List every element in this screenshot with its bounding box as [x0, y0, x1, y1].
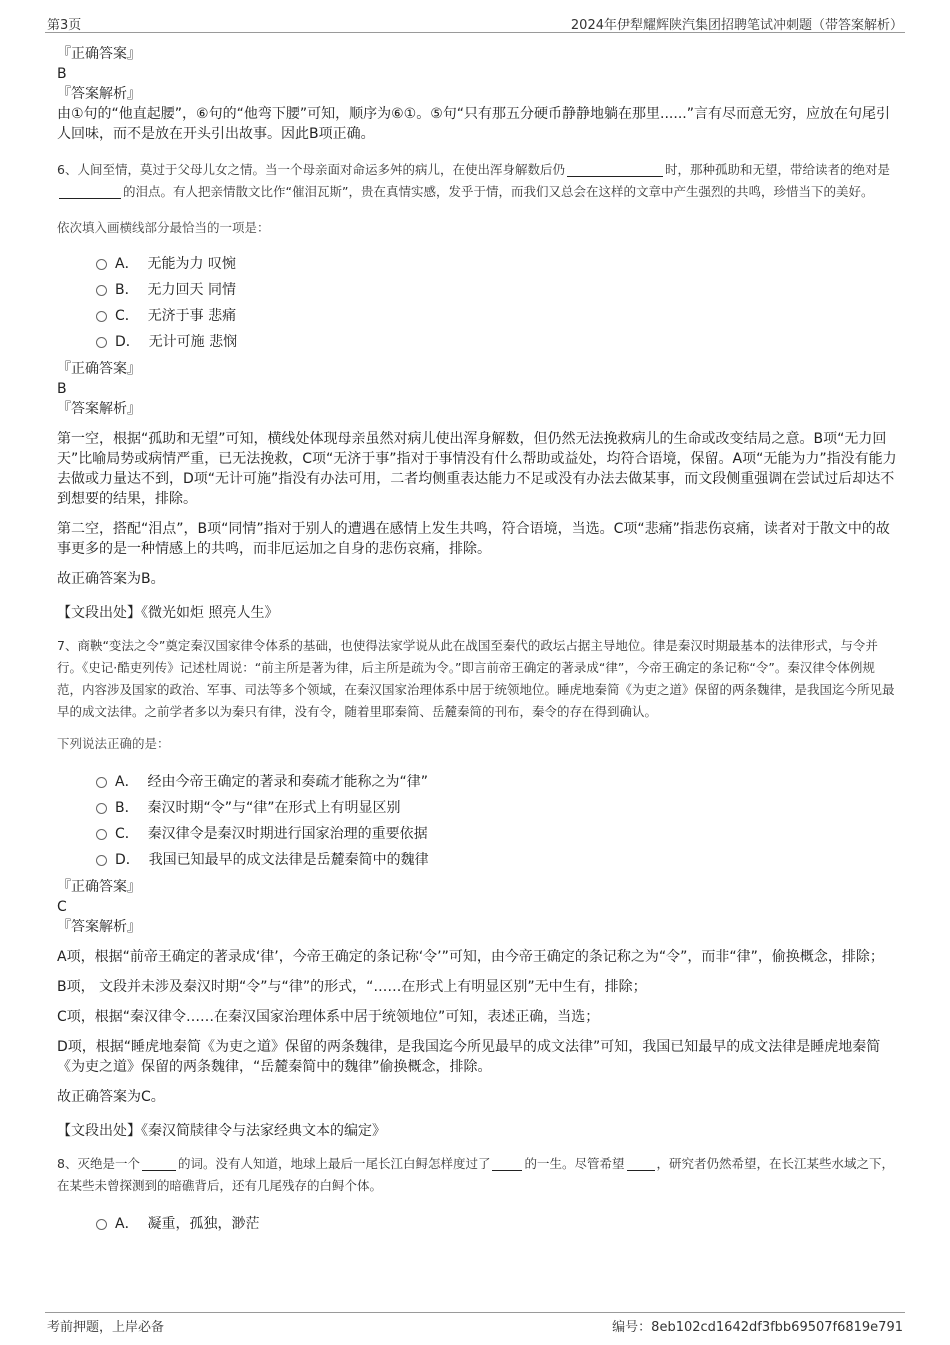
q6-answer-label: 『正确答案』: [57, 361, 141, 377]
radio-button[interactable]: [96, 311, 107, 322]
q7-source: 【文段出处】《秦汉简牍律令与法家经典文本的编定》: [57, 1123, 386, 1139]
q7-analysis-d: D项，根据“睡虎地秦简《为吏之道》保留的两条魏律，是我国迄今所见最早的成文法律”可知，我国已知最早的成文法律是睡虎地秦简《为吏之道》保留的两条魏律，“岳麓秦简中的魏律”偷换概念，排除。: [57, 1039, 881, 1075]
q6-prompt: 依次填入画横线部分最恰当的一项是：: [57, 220, 270, 235]
q8-options: [57, 1211, 897, 1237]
q7-analysis-a: A项，根据“前帝王确定的著录成‘律’，今帝王确定的条记称‘令’”可知，由今帝王确定的条记称之为“令”，而非“律”，偷换概念，排除；: [57, 949, 884, 965]
q8-option-a[interactable]: A． 凝重，孤独，渺茫: [57, 1211, 897, 1237]
footer-slogan: 考前押题，上岸必备: [47, 1320, 165, 1335]
q6-analysis-paragraph-1: 第一空，根据“孤助和无望”可知，横线处体现母亲虽然对病儿使出浑身解数，但仍然无法挽救病儿的生命或改变结局之意。B项“无力回天”比喻局势或病情严重，已无法挽救，C项“无济于事”指对于事情没有什么帮助或益处，均符合语境，保留。A项“无能为力”指没有能力去做或力量达不到，D项“无计可施”指没有办法可用，二者均侧重表达能力不足或没有办法去做某事，而文段侧重强调在尝试过后却达不到想要的结果，排除。: [57, 431, 897, 507]
radio-button[interactable]: [96, 829, 107, 840]
q8-blank-1: [142, 1156, 176, 1171]
q7-answer-label: 『正确答案』: [57, 879, 141, 895]
radio-button[interactable]: [96, 1219, 107, 1230]
q7-option-a[interactable]: A． 经由今帝王确定的著录和奏疏才能称之为“律”: [57, 769, 897, 795]
q6-analysis-label: 『答案解析』: [57, 401, 141, 417]
q7-option-b[interactable]: B． 秦汉时期“令”与“律”在形式上有明显区别: [57, 795, 897, 821]
radio-button[interactable]: [96, 855, 107, 866]
q6-answer: B: [57, 381, 67, 397]
q5-answer-label: 『正确答案』: [57, 46, 141, 62]
radio-button[interactable]: [96, 285, 107, 296]
page-footer: [45, 1312, 905, 1337]
q7-option-d[interactable]: D． 我国已知最早的成文法律是岳麓秦简中的魏律: [57, 847, 897, 873]
q7-analysis-b: B项， 文段并未涉及秦汉时期“令”与“律”的形式，“……在形式上有明显区别”无中生有，排除；: [57, 979, 647, 995]
q7-answer: C: [57, 899, 67, 915]
radio-button[interactable]: [96, 337, 107, 348]
q7-conclusion: 故正确答案为C。: [57, 1089, 165, 1105]
q7-stem: 7、商鞅“变法之令”奠定秦汉国家律令体系的基础，也使得法家学说从此在战国至秦代的政坛占据主导地位。律是秦汉时期最基本的法律形式，与令并行。《史记·酷吏列传》记述杜周说：“前主所是著为律，后主所是疏为令。”即言前帝王确定的著录成“律”，今帝王确定的条记称“令”。秦汉律令体例规范，内容涉及国家的政治、军事、司法等多个领域，在秦汉国家治理体系中居于统领地位。睡虎地秦简《为吏之道》保留的两条魏律，是我国迄今所见最早的成文法律。之前学者多以为秦只有律，没有令，随着里耶秦简、岳麓秦简的刊布，秦令的存在得到确认。: [57, 638, 895, 719]
page-header: [45, 12, 905, 33]
page-number: 第3页: [47, 18, 82, 33]
q7-analysis-label: 『答案解析』: [57, 919, 141, 935]
q6-options: [57, 251, 897, 355]
q6-blank-1: [567, 162, 663, 177]
q6-option-b[interactable]: B． 无力回天 同情: [57, 277, 897, 303]
q5-analysis-label: 『答案解析』: [57, 86, 141, 102]
page-content: [57, 44, 897, 1237]
q6-blank-2: [59, 184, 121, 199]
q5-analysis: 由①句的“他直起腰”，⑥句的“他弯下腰”可知，顺序为⑥①。⑤句“只有那五分硬币静静地躺在那里......”言有尽而意无穷，应放在句尾引人回味，而不是放在开头引出故事。因此B项正确。: [57, 106, 890, 142]
q6-stem: 6、人间至情，莫过于父母儿女之情。当一个母亲面对命运多舛的病儿，在使出浑身解数后仍 时，那种孤助和无望，带给读者的绝对是的泪点。有人把亲情散文比作“催泪瓦斯”，贵在真情实感，发乎于情，而我们又总会在这样的文章中产生强烈的共鸣，珍惜当下的美好。: [57, 162, 890, 199]
radio-button[interactable]: [96, 777, 107, 788]
document-id: 编号：8eb102cd1642df3fbb69507f6819e791: [612, 1320, 903, 1335]
q8-blank-2: [492, 1156, 522, 1171]
q6-conclusion: 故正确答案为B。: [57, 571, 165, 587]
q6-analysis-paragraph-2: 第二空，搭配“泪点”，B项“同情”指对于别人的遭遇在感情上发生共鸣，符合语境，当选。C项“悲痛”指悲伤哀痛，读者对于散文中的故事更多的是一种情感上的共鸣，而非厄运加之自身的悲伤哀痛，排除。: [57, 521, 890, 557]
q8-blank-3: [627, 1156, 655, 1171]
q7-analysis-c: C项，根据“秦汉律令……在秦汉国家治理体系中居于统领地位”可知，表述正确，当选；: [57, 1009, 600, 1025]
radio-button[interactable]: [96, 259, 107, 270]
q7-options: [57, 769, 897, 873]
document-title: 2024年伊犁耀辉陕汽集团招聘笔试冲刺题（带答案解析）: [570, 18, 903, 33]
radio-button[interactable]: [96, 803, 107, 814]
q8-stem: 8、灭绝是一个 的词。没有人知道，地球上最后一尾长江白鲟怎样度过了 的一生。尽管希望 ，研究者仍然希望，在长江某些水域之下，在某些未曾探测到的暗礁背后，还有几尾残存的白鲟个体。: [57, 1156, 895, 1193]
q6-option-c[interactable]: C． 无济于事 悲痛: [57, 303, 897, 329]
q7-prompt: 下列说法正确的是：: [57, 736, 170, 751]
q6-source: 【文段出处】《微光如炬 照亮人生》: [57, 605, 279, 621]
q6-option-d[interactable]: D． 无计可施 悲悯: [57, 329, 897, 355]
q5-answer: B: [57, 66, 67, 82]
q6-option-a[interactable]: A． 无能为力 叹惋: [57, 251, 897, 277]
q7-option-c[interactable]: C． 秦汉律令是秦汉时期进行国家治理的重要依据: [57, 821, 897, 847]
